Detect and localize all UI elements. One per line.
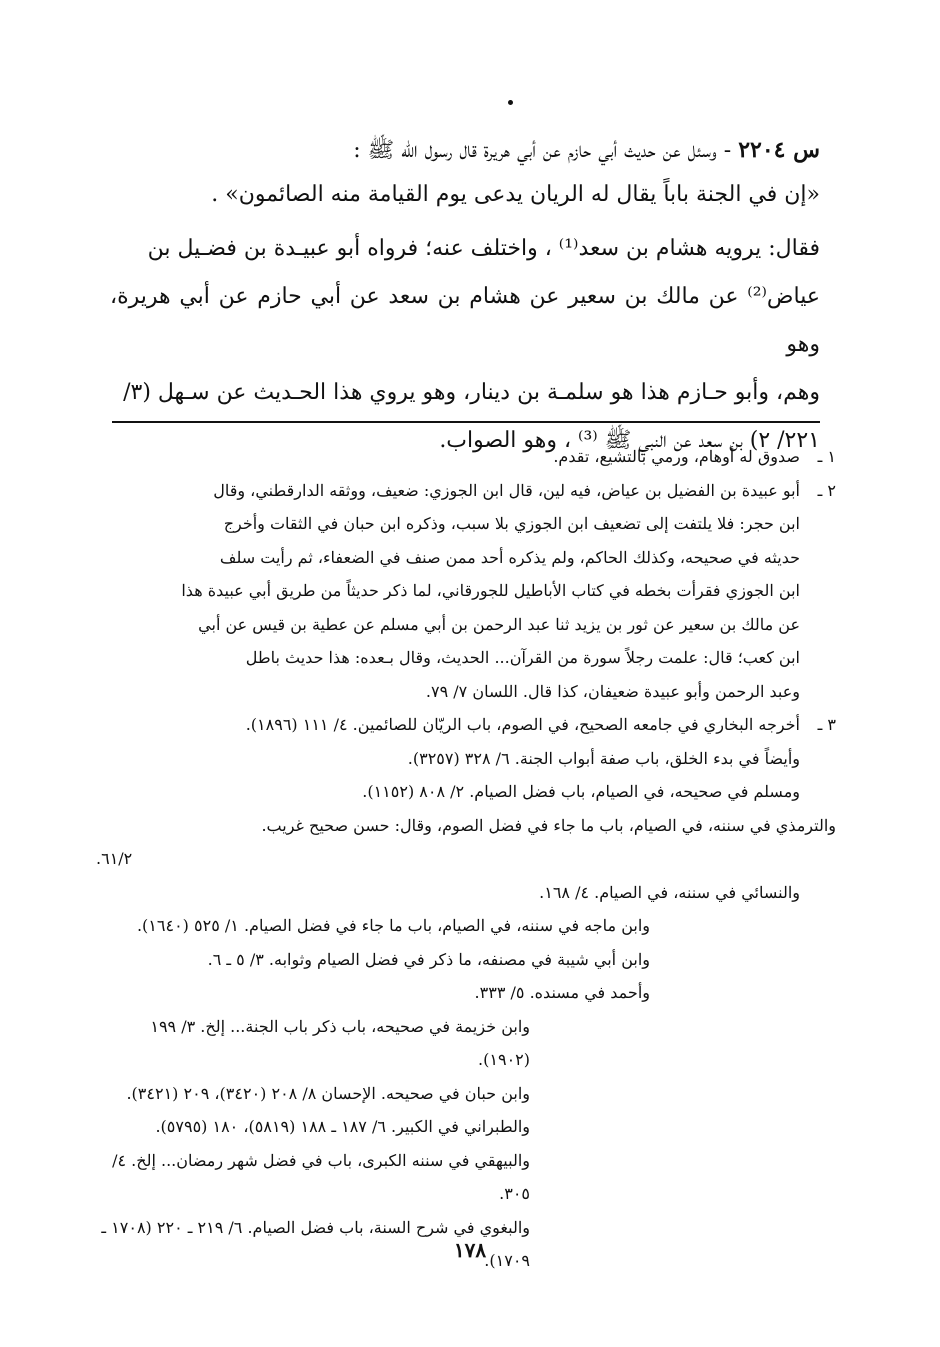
footnote-mark: ٢ ـ (817, 480, 836, 500)
footnote-line: وأحمد في مسنده. ٥/ ٣٣٣. (474, 983, 650, 1002)
footnote-line: ومسلم في صحيحه، في الصيام، باب فضل الصيام. ٢/ ٨٠٨ (١١٥٢). (362, 782, 800, 801)
question-line-2: «إن في الجنة باباً يقال له الريان يدعى يوم القيامة منه الصائمون» . (211, 182, 820, 207)
footnote-3 (96, 708, 836, 1278)
footnote-line: والبيهقي في سننه الكبرى، باب في فضل شهر رمضان... إلخ. ٤/ ٣٠٥. (112, 1150, 530, 1203)
footnotes (96, 440, 836, 1278)
footnote-line: صدوق له أوهام، ورمي بالتشيع، تقدم. (553, 447, 800, 466)
footnote-mark: ٣ ـ (817, 715, 836, 734)
footnote-line: والبغوي في شرح السنة، باب فضل الصيام. ٦/ ٢١٩ ـ ٢٢٠ (١٧٠٨ ـ ١٧٠٩). (101, 1217, 530, 1270)
footnote-line: أبو عبيدة بن الفضيل بن عياض، فيه لين، قال ابن الجوزي: ضعيف، ووثقه الدارقطني، وقال (213, 480, 800, 500)
footnote-line: وعبد الرحمن وأبو عبيدة ضعيفان، كذا قال. اللسان ٧/ ٧٩. (425, 681, 800, 701)
footnote-line: والترمذي في سننه، في الصيام، باب ما جاء في فضل الصوم، وقال: حسن صحيح غريب. (261, 815, 836, 835)
answer-line: فقال: يرويه هشام بن سعد⁽¹⁾ ، واختلف عنه؛ فرواه أبو عبيـدة بن فضـيل بن (147, 236, 820, 261)
answer-line: وهم، وأبو حـازم هذا هو سلمـة بن دينار، وهو يروي هذا الحـديث عن سـهل (٣/ (123, 380, 820, 405)
answer-line: ٢٢١/ ٢) بن سعد عن النبي ﷺ ⁽³⁾ ، وهو الصواب. (439, 428, 820, 453)
footnote-line: ابن الجوزي فقرأت بخطه في كتاب الأباطيل للجورقاني، لما ذكر حديثاً من طريق أبي عبيدة هذا (181, 581, 800, 600)
footnote-line: وابن أبي شيبة في مصنفه، ما ذكر في فضل الصيام وثوابه. ٣/ ٥ ـ ٦. (207, 949, 650, 969)
question-number: س ٢٢٠٤ (738, 137, 820, 163)
footnote-2 (96, 474, 836, 709)
footnote-line: والنسائي في سننه، في الصيام. ٤/ ١٦٨. (539, 882, 800, 902)
footnote-line: وابن حبان في صحيحه. الإحسان ٨/ ٢٠٨ (٣٤٢٠)، ٢٠٩ (٣٤٢١). (126, 1083, 530, 1103)
footnote-separator (112, 421, 820, 423)
footnote-line: وابن ماجه في سننه، في الصيام، باب ما جاء في فضل الصيام. ١/ ٥٢٥ (١٦٤٠). (136, 916, 650, 935)
answer-line: عياض⁽²⁾ عن مالك بن سعير عن هشام بن سعد عن أبي حازم عن أبي هريرة، وهو (110, 284, 820, 357)
footnote-line: أخرجه البخاري في جامعه الصحيح، في الصوم، باب الريّان للصائمين. ٤/ ١١١ (١٨٩٦). (245, 715, 800, 734)
footnote-line: ابن كعب؛ قال: علمت رجلاً سورة من القرآن... الحديث، وقال بـعده: هذا حديث باطل (245, 648, 800, 667)
footnote-line: وأيضاً في بدء الخلق، باب صفة أبواب الجنة. ٦/ ٣٢٨ (٣٢٥٧). (407, 748, 800, 768)
top-dot (508, 100, 513, 105)
answer-paragraph (110, 225, 820, 465)
footnote-line: عن مالك بن سعير عن ثور بن يزيد ثنا عبد الرحمن بن أبي مسلم عن عطية بن قيس عن أبي (198, 614, 800, 634)
footnote-line: ابن حجر: فلا يلتفت إلى تضعيف ابن الجوزي بلا سبب، وذكره ابن حبان في الثقات وأخرج (223, 514, 800, 533)
footnote-line: والطبراني في الكبير. ٦/ ١٨٧ ـ ١٨٨ (٥٨١٩)، ١٨٠ (٥٧٩٥). (155, 1117, 530, 1136)
question-line-1: س ٢٢٠٤ - وسئل عن حديث أبي حازم عن أبي هريرة قال رسول الله ﷺ : (353, 137, 820, 163)
footnote-line: ٦١/٢. (96, 849, 133, 868)
footnote-line: وابن خزيمة في صحيحه، باب ذكر باب الجنة... إلخ. ٣/ ١٩٩ (١٩٠٢). (150, 1016, 530, 1069)
footnote-line: حديثه في صحيحه، وكذلك الحاكم، ولم يذكره أحد ممن صنف في الضعفاء، ثم رأيت سلف (219, 547, 800, 567)
footnote-1 (96, 440, 836, 474)
page-number: ١٧٨ (453, 1238, 487, 1262)
main-text (110, 128, 820, 465)
footnote-mark: ١ ـ (817, 447, 836, 466)
